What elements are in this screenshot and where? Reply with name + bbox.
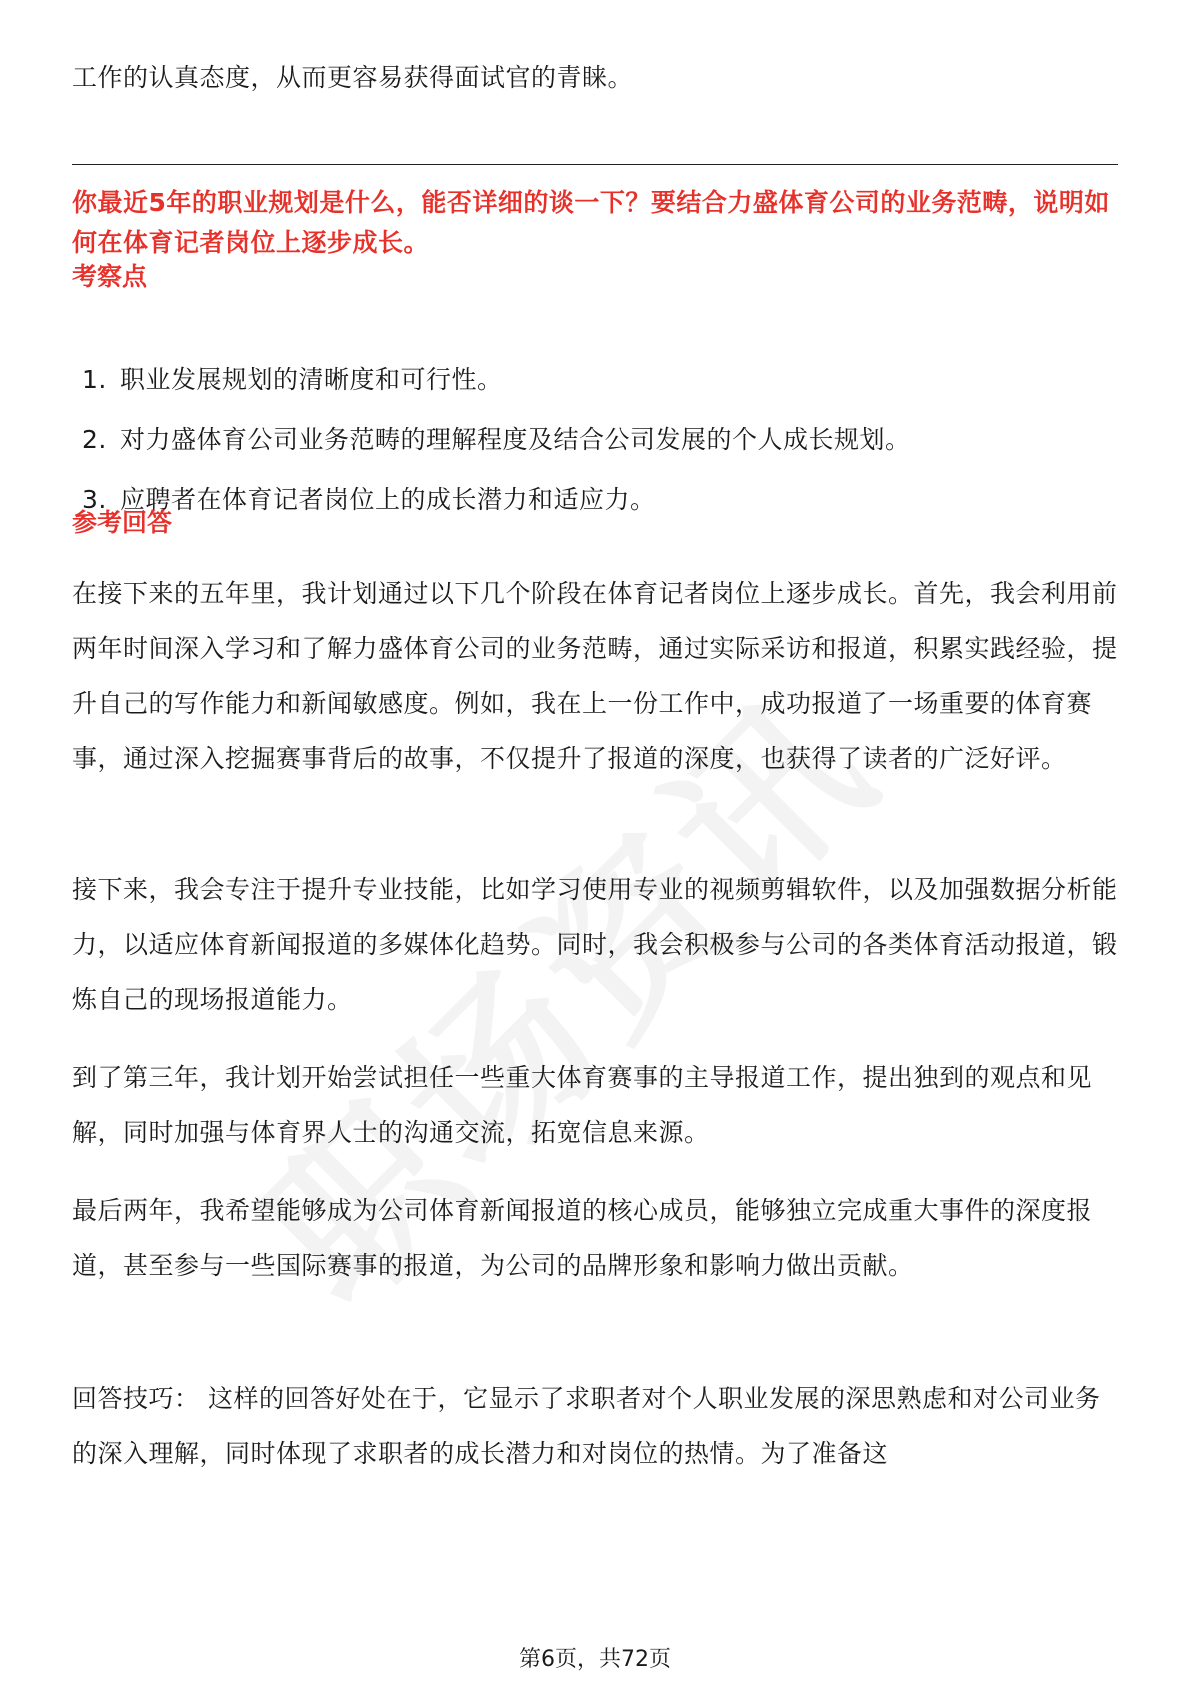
- list-item: [82, 470, 1112, 530]
- interview-question: 你最近5年的职业规划是什么，能否详细的谈一下？要结合力盛体育公司的业务范畴，说明如何在体育记者岗位上逐步成长。: [72, 188, 1110, 257]
- list-number: 1.: [82, 365, 107, 394]
- answer-paragraph: 接下来，我会专注于提升专业技能，比如学习使用专业的视频剪辑软件，以及加强数据分析能力，以适应体育新闻报道的多媒体化趋势。同时，我会积极参与公司的各类体育活动报道，锻炼自己的现场报道能力。: [72, 875, 1118, 1014]
- list-text: 职业发展规划的清晰度和可行性。: [120, 365, 503, 394]
- list-item: [82, 410, 1112, 470]
- list-text: 对力盛体育公司业务范畴的理解程度及结合公司发展的个人成长规划。: [120, 425, 911, 454]
- answer-paragraph: 到了第三年，我计划开始尝试担任一些重大体育赛事的主导报道工作，提出独到的观点和见解，同时加强与体育界人士的沟通交流，拓宽信息来源。: [72, 1063, 1093, 1147]
- exam-points-list: [82, 350, 1112, 530]
- answer-paragraph: 最后两年，我希望能够成为公司体育新闻报道的核心成员，能够独立完成重大事件的深度报道，甚至参与一些国际赛事的报道，为公司的品牌形象和影响力做出贡献。: [72, 1196, 1093, 1280]
- section-divider: [72, 164, 1118, 165]
- list-number: 2.: [82, 425, 107, 454]
- answer-title: 参考回答: [72, 508, 173, 537]
- answer-paragraph: 在接下来的五年里，我计划通过以下几个阶段在体育记者岗位上逐步成长。首先，我会利用前两年时间深入学习和了解力盛体育公司的业务范畴，通过实际采访和报道，积累实践经验，提升自己的写作能力和新闻敏感度。例如，我在上一份工作中，成功报道了一场重要的体育赛事，通过深入挖掘赛事背后的故事，不仅提升了报道的深度，也获得了读者的广泛好评。: [72, 579, 1118, 773]
- answer-tips-paragraph: 回答技巧： 这样的回答好处在于，它显示了求职者对个人职业发展的深思熟虑和对公司业务的深入理解，同时体现了求职者的成长潜力和对岗位的热情。为了准备这: [72, 1384, 1101, 1468]
- list-text: 应聘者在体育记者岗位上的成长潜力和适应力。: [120, 485, 656, 514]
- continued-paragraph: 工作的认真态度，从而更容易获得面试官的青睐。: [72, 63, 634, 92]
- exam-points-title: 考察点: [72, 262, 148, 291]
- list-item: [82, 350, 1112, 410]
- list-number: 3.: [82, 485, 107, 514]
- page-number: 第6页，共72页: [519, 1647, 671, 1672]
